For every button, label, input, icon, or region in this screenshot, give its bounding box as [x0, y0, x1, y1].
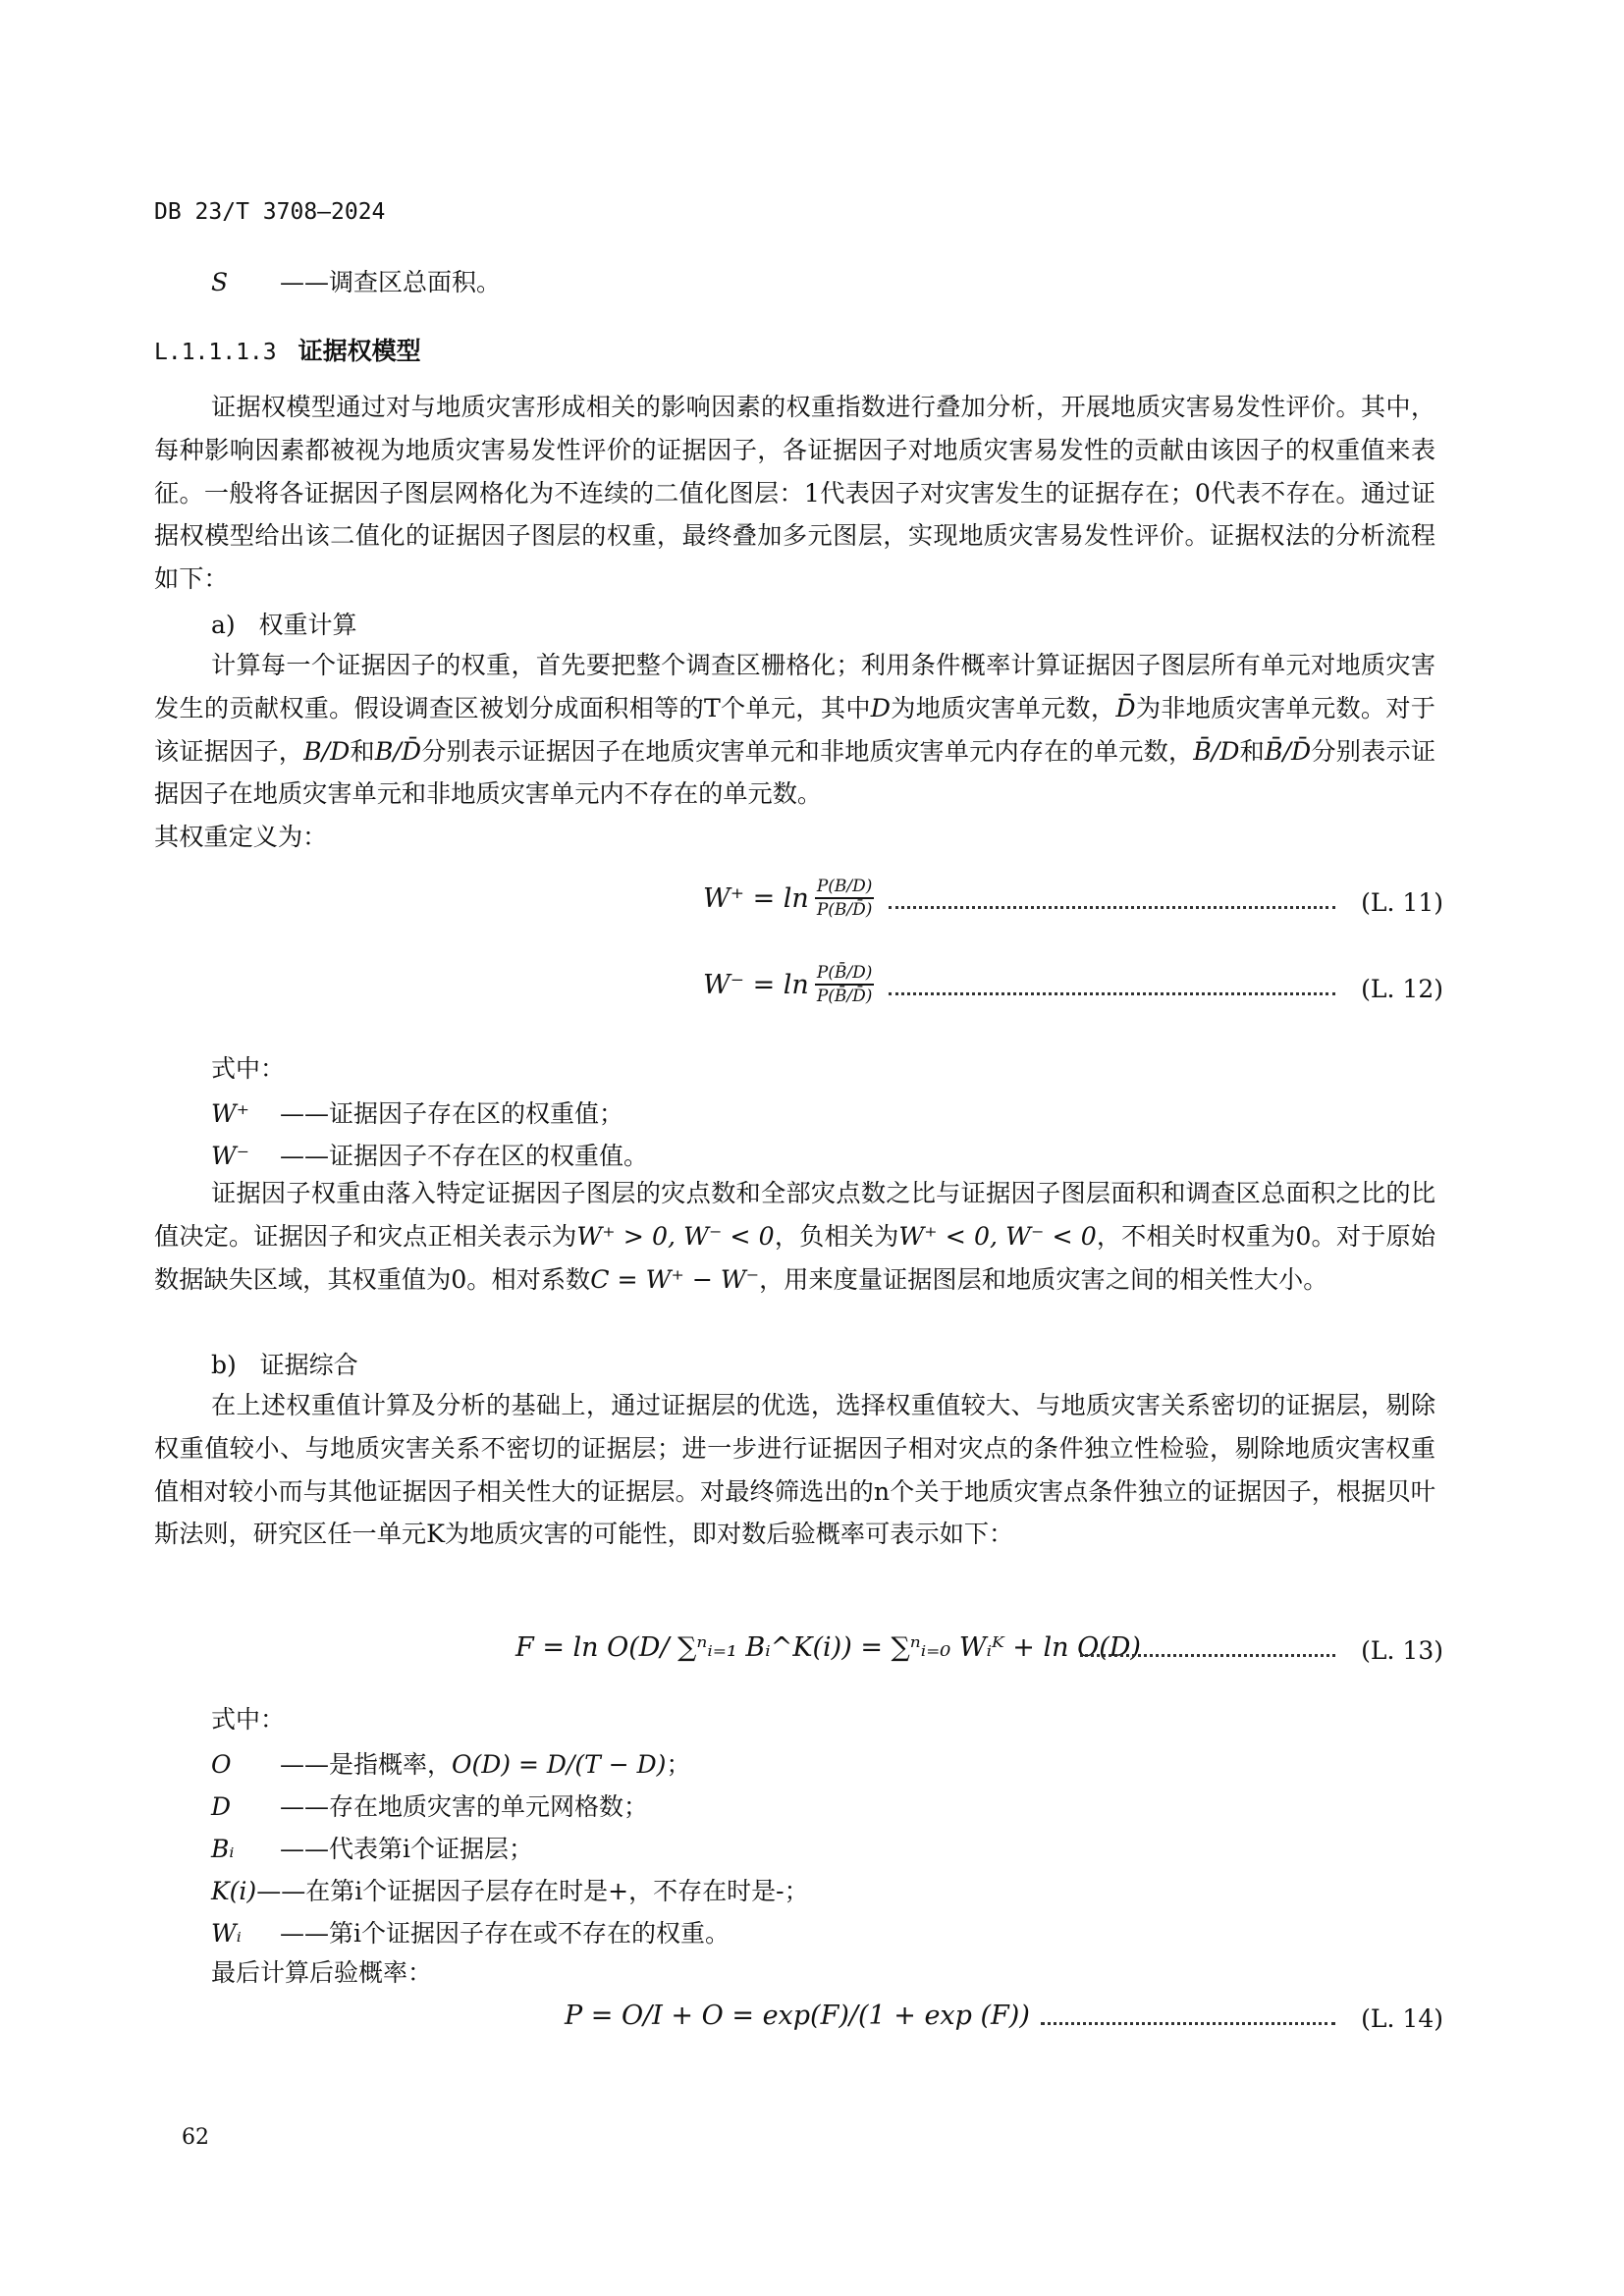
step-b-title: 证据综合	[259, 1351, 358, 1379]
section-number: L.1.1.1.3	[154, 340, 277, 365]
where-label-a: 式中：	[211, 1054, 286, 1083]
leader-dots	[1080, 1654, 1335, 1657]
step-a-heading	[211, 609, 357, 642]
equation-l13	[0, 1625, 1443, 1683]
text-run: 和	[350, 736, 375, 766]
definition-w-minus	[211, 1137, 648, 1172]
equation-number: (L. 11)	[1361, 888, 1443, 917]
equation-fraction	[815, 877, 875, 920]
math-inline: W⁺ > 0, W⁻ < 0	[576, 1221, 775, 1251]
step-b-heading	[211, 1349, 358, 1382]
page-number: 62	[182, 2125, 209, 2150]
intro-paragraph	[154, 386, 1435, 601]
intro-paragraph-text: 证据权模型通过对与地质灾害形成相关的影响因素的权重指数进行叠加分析，开展地质灾害易发性评价。其中，每种影响因素都被视为地质灾害易发性评价的证据因子，各证据因子对地质灾害易发性的贡献由该因子的权重值来表征。一般将各证据因子图层网格化为不连续的二值化图层：1代表因子对灾害发生的证据存在；0代表不存在。通过证据权模型给出该二值化的证据因子图层的权重，最终叠加多元图层，实现地质灾害易发性评价。证据权法的分析流程如下：	[154, 393, 1435, 594]
equation-lhs: W⁺ = ln	[703, 882, 809, 914]
equation-l11	[0, 877, 1443, 935]
math-inline: B/D	[303, 736, 351, 766]
leader-dots	[1041, 2022, 1335, 2025]
math-inline: B̄/D̄	[1265, 736, 1312, 766]
definition-text: ——在第i个证据因子层存在时是+，不存在时是-；	[256, 1877, 809, 1905]
math-inline: D̄	[1115, 693, 1136, 722]
math-inline: D	[870, 693, 891, 722]
text-run: ，用来度量证据图层和地质灾害之间的相关性大小。	[759, 1264, 1328, 1294]
fraction-denominator: P(B̄/D̄)	[816, 987, 873, 1006]
definition-symbol: Wᵢ	[211, 1919, 242, 1948]
equation-l12	[0, 963, 1443, 1022]
text-run: 为非地质灾害单元数。对于该证据因子，	[154, 693, 1435, 766]
leader-dots	[889, 906, 1335, 909]
definition-symbol: W⁻	[211, 1142, 249, 1170]
definition-w-plus	[211, 1095, 623, 1130]
equation-fraction	[815, 963, 875, 1006]
math-inline: B̄/D	[1193, 736, 1240, 766]
definition-o	[211, 1745, 690, 1781]
definition-s	[211, 263, 501, 298]
definition-text: ——第i个证据因子存在或不存在的权重。	[280, 1919, 730, 1948]
step-a-label: a)	[211, 611, 236, 639]
step-b-paragraph-text: 在上述权重值计算及分析的基础上，通过证据层的优选，选择权重值较大、与地质灾害关系密切的证据层，剔除权重值较小、与地质灾害关系不密切的证据层；进一步进行证据因子相对灾点的条件独立性检验，剔除地质灾害权重值相对较小而与其他证据因子相关性大的证据层。对最终筛选出的n个关于地质灾害点条件独立的证据因子，根据贝叶斯法则，研究区任一单元K为地质灾害的可能性，即对数后验概率可表示如下：	[154, 1391, 1435, 1549]
definition-wi	[211, 1914, 730, 1949]
definition-ki	[211, 1872, 809, 1907]
math-inline: W⁺ < 0, W⁻ < 0	[898, 1221, 1097, 1251]
equation-number: (L. 13)	[1361, 1636, 1443, 1665]
text-run: 证据因子权重由落入特定证据因子图层的灾点数和全部灾点数之比与证据因子图层面积和调查区总面积之比的比值决定。证据因子和灾点正相关表示为	[154, 1179, 1435, 1251]
final-intro: 最后计算后验概率：	[211, 1958, 433, 1987]
definition-text: ——调查区总面积。	[280, 268, 502, 296]
definition-symbol: Bᵢ	[211, 1835, 235, 1863]
step-b-label: b)	[211, 1351, 237, 1379]
definition-symbol: K(i)	[211, 1877, 257, 1905]
text-run: 分别表示证据因子在地质灾害单元和非地质灾害单元内存在的单元数，	[421, 736, 1194, 766]
weight-definition-intro: 其权重定义为：	[154, 823, 328, 852]
equation-expression: F = ln O(D/ ∑ⁿᵢ₌₁ Bᵢ^K(i)) = ∑ⁿᵢ₌₀ Wᵢᴷ + ln O(D)	[515, 1632, 1141, 1663]
where-label-b: 式中：	[211, 1705, 286, 1734]
equation-expression: P = O/I + O = exp(F)/(1 + exp (F))	[565, 2001, 1030, 2031]
text-run: 分别表示证据因子在地质灾害单元和非地质灾害单元内不存在的单元数。	[154, 736, 1436, 809]
definition-symbol: O	[211, 1750, 232, 1779]
definition-symbol: S	[211, 268, 229, 296]
equation-number: (L. 14)	[1361, 2004, 1443, 2033]
definition-text: ——存在地质灾害的单元网格数；	[280, 1792, 649, 1821]
equation-number: (L. 12)	[1361, 975, 1443, 1003]
step-a-title: 权重计算	[258, 611, 357, 639]
section-title: 证据权模型	[298, 337, 421, 365]
definition-tail: ；	[666, 1750, 691, 1779]
definition-text: ——是指概率，	[280, 1750, 453, 1779]
definition-text: ——证据因子存在区的权重值；	[280, 1099, 624, 1128]
math-inline: B/D̄	[374, 736, 422, 766]
document-code-header: DB 23/T 3708—2024	[154, 199, 386, 225]
text-run: ，负相关为	[774, 1221, 899, 1251]
fraction-numerator: P(B̄/D)	[815, 963, 875, 986]
section-heading	[154, 332, 421, 367]
leader-dots	[889, 992, 1335, 995]
text-run: ，不相关时权重为0。对于原始数据缺失区域，其权重值为0。相对系数	[154, 1221, 1436, 1294]
definition-text: ——证据因子不存在区的权重值。	[280, 1142, 649, 1170]
text-run: 为地质灾害单元数，	[890, 693, 1116, 722]
definition-symbol: D	[211, 1792, 232, 1821]
text-run: 计算每一个证据因子的权重，首先要把整个调查区栅格化；利用条件概率计算证据因子图层所有单元对地质灾害发生的贡献权重。假设调查区被划分成面积相等的T个单元，其中	[154, 651, 1435, 722]
definition-bi	[211, 1830, 533, 1865]
equation-lhs: W⁻ = ln	[703, 969, 809, 1000]
math-inline: C = W⁺ − W⁻	[590, 1264, 760, 1294]
step-a-paragraph	[154, 644, 1435, 859]
fraction-numerator: P(B/D)	[815, 877, 875, 899]
weight-paragraph	[154, 1172, 1435, 1301]
definition-math: O(D) = D/(T − D)	[452, 1750, 667, 1779]
step-b-paragraph	[154, 1384, 1435, 1556]
definition-text: ——代表第i个证据层；	[280, 1835, 533, 1863]
text-run: 和	[1239, 736, 1266, 766]
definition-symbol: W⁺	[211, 1099, 249, 1128]
definition-d	[211, 1788, 648, 1823]
equation-l14	[0, 1993, 1443, 2052]
fraction-denominator: P(B/D̄)	[816, 900, 873, 920]
